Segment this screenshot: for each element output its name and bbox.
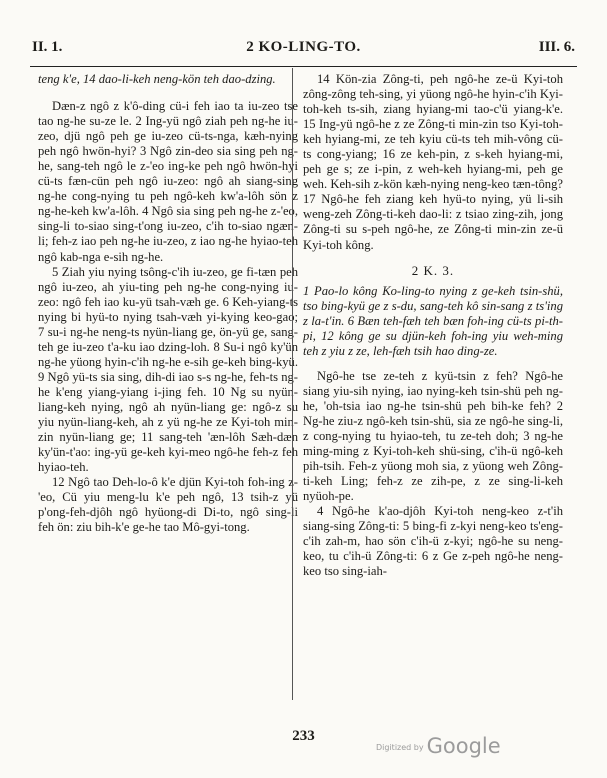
left-paragraph-3: 5 Ziah yiu nying tsông-c'ih iu-zeo, ge fi-tæn peh ngô iu-zeo, ah yiu-ting peh ng-he cong-nying iu-zeo: ngô feh iao ku-yü tsah-væh ge. 6 Keh-yiang-ts nying bi hyü-to nying tsah-væh yi-kying keo-gao; 7 su-i ng-he neng-ts nyün-liang ge, ön-yü ge, sang-teh ge iu-zeo t'a-ku iao dzing-loh. 8 Su-i ngô ky'ün ng-he yüong hyin-c'ih ng-he e-sih ge-keh bing-kyü. 9 Ngô yü-ts sia sing, dih-di iao s-s ng-he, feh-ts ng-he k'eng yiang-yiang i-jing feh. 10 Ng su nyün-liang-keh nying, ngô ah nyün-liang ge: ngô-z su yiu nyün-liang-keh, ah z yü ng-he ze Kyi-toh min-zin nyün-liang ge; 11 sang-teh 'æn-lôh Sæh-dæn ky'ün-t'ao: ing-yü ge-keh kyi-meo ngô-he feh-z feh hyiao-teh. — [38, 264, 298, 475]
page-header — [30, 39, 577, 61]
right-paragraph-4: 4 Ngô-he k'ao-djôh Kyi-toh neng-keo z-t'ih siang-sing Zông-ti: 5 bing-fi z-kyi neng-keo ts'eng-c'ih zah-m, hao sön c'ih-ü z-kyi; ngô-he su neng-keo, tu c'ih-ü Zông-ti: 6 z Ge z-peh ngô-he neng-keo tso sing-iah- — [303, 504, 563, 579]
chapter-summary: 1 Pao-lo kông Ko-ling-to nying z ge-keh tsin-shü, tso bing-kyü ge z s-du, sang-teh kô sin-sang z ts'ing z la-t'in. 6 Bæn teh-fæh teh bæn foh-ing cü-ts pi-th-pi, 12 kông ge su djün-keh foh-ing yiu weh-ming teh z yiu z ze, leh-fæh tsih hao ding-ze. — [303, 283, 563, 358]
header-title: 2 KO-LING-TO. — [246, 39, 361, 55]
page-number: 233 — [292, 728, 315, 744]
header-left-reference: II. 1. — [32, 39, 63, 55]
column-divider — [292, 68, 293, 700]
left-paragraph-4: 12 Ngô tao Deh-lo-ô k'e djün Kyi-toh foh-ing z-'eo, Cü yiu meng-lu k'e peh ngô, 13 tsih-z yü p'ong-feh-djôh ngô hyüong-di Di-to, ngô sing-li feh ön: ziu bih-k'e ge-he tao Mô-gyi-tong. — [38, 475, 298, 535]
section-heading: 2 K. 3. — [411, 262, 455, 278]
right-paragraph-1: 14 Kön-zia Zông-ti, peh ngô-he ze-ü Kyi-toh zông-zông teh-sing, yi yüong ngô-he hyin-c'ih Kyi-toh-keh ts-sih, ziang hyiang-mi tao-c'ü yiang-k'e. 15 Ing-yü ngô-he z ze Zông-ti min-zin tso Kyi-toh-keh hyiang-mi, ze teh kyiu cü-ts teh mih-vông cü-ts cong-yiang; 16 ze keh-pin, z s-keh hyiang-mi, peh ge s; ze i-pin, z weh-keh hyiang-mi, peh ge weh. Keh-sih z-kön kæh-nying neng-keo tæn-tông? 17 Ngô-he feh ziang keh hyü-to nying, yü li-sih weng-zeh Zông-ti-keh dao-li: z tsiao zing-zih, jong Zông-ti su s-peh ngô-he, ze Zông-ti min-zin ze-ü Kyi-toh kông. — [303, 72, 563, 252]
left-paragraph-2: Dæn-z ngô z k'ô-ding cü-i feh iao ta iu-zeo tse tao ng-he su-ze le. 2 Ing-yü ngô ziah peh ng-he iu-zeo, djü ngô peh ge iu-zeo cü-ts-nga, kæh-nying peh ngô hwön-hyi? 3 Ngô zin-deo sia sing peh ng-he, sang-teh ngô le z-'eo ing-ke peh ngô hwön-hyi cü-ts fæn-cün peh ngô iu-zeo: ngô ah siang-sing ng-he cong-nying tu peh ngô-keh kw'a-lôh sön z ng-he-keh kw'a-lôh. 4 Ngô sia sing peh ng-he z-'eo, sing-li to-siao sing-t'ong iu-zeo, c'ih to-siao ngæn-li; feh-z iao peh ng-he iu-zeo, z iao ng-he hyiao-teh ngô kab-nga e-sih ng-he. — [38, 99, 298, 264]
header-rule — [30, 66, 577, 67]
right-column — [303, 72, 563, 580]
watermark-prefix: Digitized by — [376, 743, 424, 752]
right-paragraph-3: Ngô-he tse ze-teh z kyü-tsin z feh? Ngô-he siang yiu-sih nying, iao nying-keh tsin-shü peh ng-he, 'oh-tsia iao ng-he tsin-shü peh bih-ke feh? 2 Ng-he ziu-z ngô-keh tsin-shü, sia ze ngô-he sing-li, z cong-nying tu hyiao-teh, tu ze-teh doh; 3 ng-he ming-ming z Kyi-toh-keh shü-sing, c'ih-ü ngô-keh pih-tsih. Feh-z yüong moh sia, z yüong weh Zông-ti-keh Ling; feh-z ze zih-pe, z ze sing-li-keh nyüoh-pe. — [303, 368, 563, 504]
left-column — [38, 72, 298, 535]
header-right-reference: III. 6. — [538, 39, 575, 55]
google-logo: Google — [426, 734, 501, 758]
left-paragraph-1: teng k'e, 14 dao-li-keh neng-kön teh dao-dzing. — [38, 72, 276, 86]
google-watermark — [376, 734, 501, 758]
